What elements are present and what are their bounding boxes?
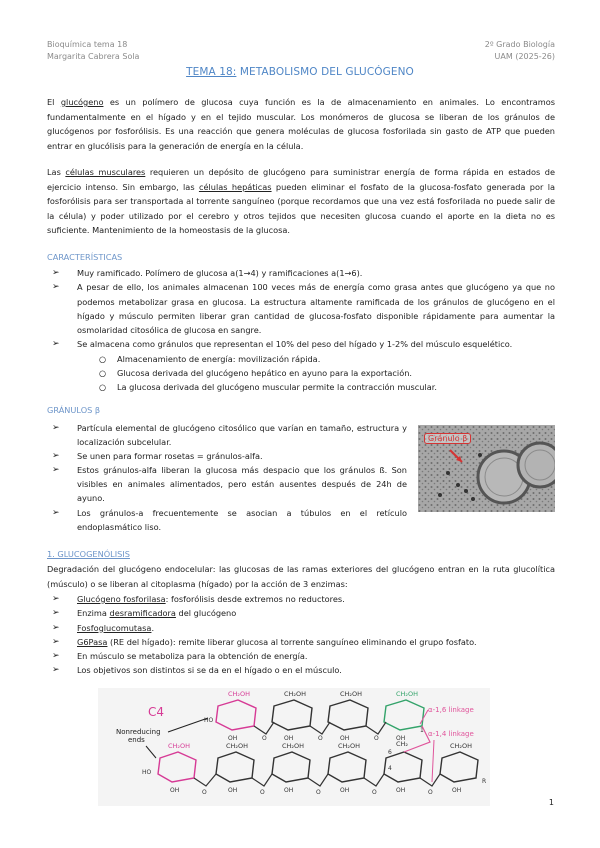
circle-bullet-icon: ○ [99,353,107,364]
granule-micrograph [418,425,555,512]
o-label: O [372,789,377,796]
intro-p1-glucogeno: glucógeno [60,97,104,107]
list-item: ➢ Se almacena como gránulos que representan el 10% del peso del hígado y 1-2% del músculo esquelético. [47,337,555,351]
glycogen-diagram-svg [98,688,490,806]
granulos-list [47,421,407,534]
glucogenolisis-list [47,592,555,678]
intro-p2-c: pueden eliminar el fosfato de la glucosa-fosfato generada por la fosforólisis para ser transportada al torrente sanguíneo (porque recordamos que una vez está fosforilada no puede salir de la célula) y poder utilizado por el cerebro y otros tejidos que necesiten glucosa cuando el aporte en la dieta no es suficiente. Mantenimiento de la homeostasis de la glucosa. [47,181,555,236]
arrow-bullet-icon: ➢ [52,665,60,676]
circle-bullet-icon: ○ [99,382,107,393]
section-heading-glucogenolisis: 1. GLUCOGENÓLISIS [47,549,130,559]
list-item: ➢ Se unen para formar rosetas = gránulos-alfa. [47,449,407,463]
o-label: O [260,789,265,796]
section-heading-granulos: GRÁNULOS β [47,405,101,415]
ch2oh-label: CH₂OH [282,742,305,750]
sub-list-item: ○ Glucosa derivada del glucógeno hepático en ayuno para la exportación. [47,366,555,380]
ends-label: ends [128,736,145,744]
granule-label: Gránulo β [424,433,471,444]
ch2oh-label: CH₂OH [396,690,419,698]
oh-label: OH [170,787,180,794]
ch2-label: CH₂ [396,740,409,748]
ch2oh-label: CH₂OH [168,742,191,750]
header-right [485,39,555,63]
oh-label: OH [284,787,294,794]
list-item: ➢ Fosfoglucomutasa. [47,621,555,635]
o-label: O [374,735,379,742]
o-label: O [202,789,207,796]
arrow-bullet-icon: ➢ [52,423,60,433]
intro-p1-a: El [47,97,61,107]
ch2oh-label: CH₂OH [226,742,249,750]
arrow-bullet-icon: ➢ [52,282,60,293]
carbon-number-4: 4 [388,765,392,772]
title-text: METABOLISMO DEL GLUCÓGENO [236,66,414,78]
page-number: 1 [548,798,554,807]
nonreducing-label: Nonreducing [116,728,161,736]
intro-p1-b: es un polímero de glucosa cuya función es la de almacenamiento en animales. Lo encontramos fundamentalmente en el hígado y en el tejido muscular. Los monómeros de glucosa se liberan de los gránulos de glucógenos por fosforólisis. Es una reacción que genera moléculas de glucosa fosforilada sin gasto de ATP que pueden entrar en glucólisis para la generación de energía en la célula. [47,97,555,151]
list-item: ➢ Partícula elemental de glucógeno citosólico que varían en tamaño, estructura y localización subcelular. [52,423,407,448]
course-name: Bioquímica tema 18 [47,40,128,49]
arrow-bullet-icon: ➢ [52,507,60,518]
carbon-number-1: 1 [420,727,424,734]
arrow-bullet-icon: ➢ [52,608,60,619]
list-item: ➢ Glucógeno fosforilasa: fosforólisis desde extremos no reductores. [47,592,555,606]
ho-label: HO [142,769,152,776]
intro-p2-b: requieren un depósito de glucógeno para suministrar energía de forma rápida en estados de ejercicio intenso. Sin embargo, las [47,167,555,192]
caracteristicas-list [47,266,555,395]
intro-p2-hepaticas: células hepáticas [198,181,272,192]
o-label: O [318,735,323,742]
list-item: ➢ Muy ramificado. Polímero de glucosa a(1→4) y ramificaciones a(1→6). [47,266,555,280]
alpha-1-6-linkage-label: α-1,6 linkage [428,706,474,714]
list-item: ➢ En músculo se metaboliza para la obtención de energía. [47,649,555,663]
arrow-bullet-icon: ➢ [52,451,60,462]
intro-p2-musculares: células musculares [65,167,146,177]
list-item: ➢ Los objetivos son distintos si se da en el hígado o en el músculo. [47,663,555,677]
section-heading-caracteristicas: CARACTERÍSTICAS [47,252,123,262]
title-prefix: TEMA 18: [186,66,237,78]
oh-label: OH [340,735,350,742]
oh-label: OH [452,787,462,794]
ch2oh-label: CH₂OH [338,742,361,750]
sub-list-item: ○ La glucosa derivada del glucógeno muscular permite la contracción muscular. [47,380,555,394]
author-name: Margarita Cabrera Sola [47,52,140,61]
university-year: UAM (2025-26) [494,52,555,61]
ho-label: HO [204,717,214,724]
circle-bullet-icon: ○ [99,368,107,379]
r-label: R [482,778,487,785]
degree-name: 2º Grado Biología [484,40,555,49]
arrow-bullet-icon: ➢ [52,268,60,278]
ch2oh-label: CH₂OH [450,742,473,750]
glucogenolisis-intro: Degradación del glucógeno endocelular: las glucosas de las ramas exteriores del glucógeno entran en la ruta glucolítica (músculo) o se liberan al citoplasma (hígado) por la acción de 3 enzimas: [47,564,555,589]
o-label: O [262,735,267,742]
arrow-bullet-icon: ➢ [52,339,60,350]
page-title [0,66,600,78]
intro-p2-a: Las [47,167,66,177]
carbon-number-6: 6 [388,749,392,756]
oh-label: OH [284,735,294,742]
c4-label: C4 [148,705,165,719]
list-item: ➢ Enzima desramificadora del glucógeno [47,606,555,620]
oh-label: OH [228,735,238,742]
arrow-bullet-icon: ➢ [52,636,60,647]
ch2oh-label: CH₂OH [284,690,307,698]
list-item: ➢ Los gránulos-a frecuentemente se asocian a túbulos en el retículo endoplasmático liso. [52,507,407,532]
list-item: ➢ A pesar de ello, los animales almacenan 100 veces más de energía como grasa antes que glucógeno ya que no podemos metabolizar grasa en glucosa. La estructura altamente ramificada de los gránulos de glucógeno en el hígado y músculo permiten liberar gran cantidad de glucosa-fosfato disponible rápidamente para aumentar la osmolaridad citosólica de glucosa en sangre. [52,282,555,336]
header-left [47,39,139,63]
o-label: O [428,789,433,796]
intro-paragraph-2 [47,165,555,238]
list-item: ➢ G6Pasa (RE del hígado): remite liberar glucosa al torrente sanguíneo eliminando el grupo fosfato. [47,635,555,649]
list-item: ➢ Estos gránulos-alfa liberan la glucosa más despacio que los gránulos ß. Son visibles en animales alimentados, pero están ausentes después de 24h de ayuno. [52,465,407,504]
alpha-1-4-linkage-label: α-1,4 linkage [428,730,474,738]
intro-paragraph-1 [47,95,555,153]
oh-label: OH [396,787,406,794]
oh-label: OH [396,735,406,742]
arrow-bullet-icon: ➢ [52,594,60,604]
o-label: O [316,789,321,796]
glycogen-structure-diagram [98,688,490,806]
arrow-bullet-icon: ➢ [52,465,60,476]
arrow-bullet-icon: ➢ [52,651,60,662]
arrow-bullet-icon: ➢ [52,622,60,633]
oh-label: OH [228,787,238,794]
ch2oh-label: CH₂OH [228,690,251,698]
oh-label: OH [340,787,350,794]
ch2oh-label: CH₂OH [340,690,363,698]
sub-list-item: ○ Almacenamiento de energía: movilización rápida. [47,352,555,366]
